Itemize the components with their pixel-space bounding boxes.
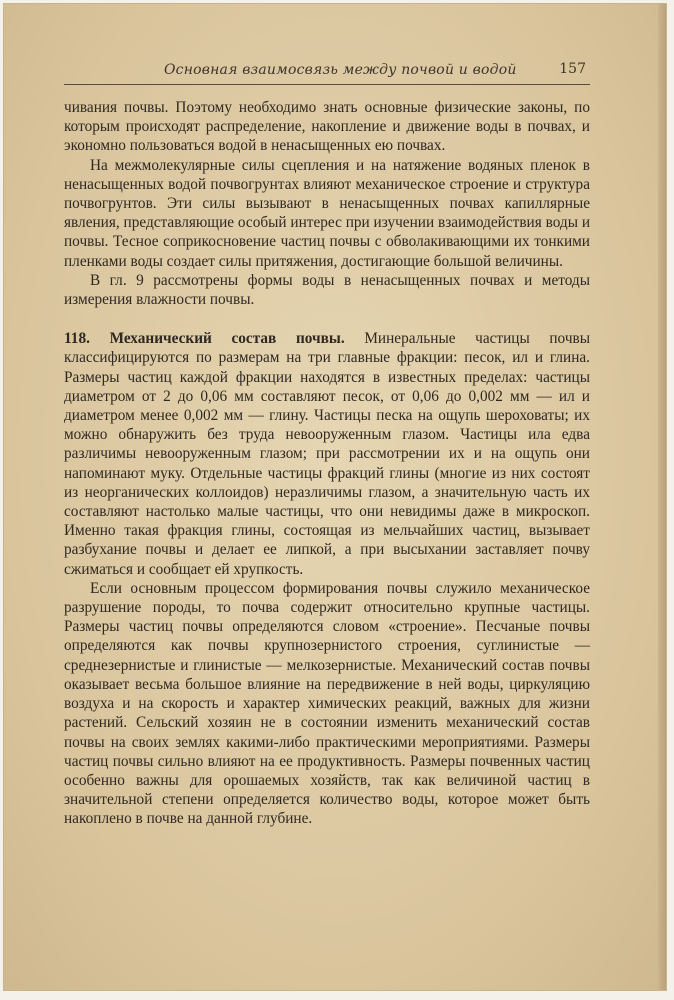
section-gap [64,309,590,329]
paragraph-continuation: чивания почвы. Поэтому необходимо знать основные физические законы, по которым происходят распределение, накопление и движение воды в почвах, и экономно пользоваться водой в ненасыщенных ею почвах. [64,99,590,155]
paragraph-intermolecular-forces: На межмолекулярные силы сцепления и на натяжение водяных пленок в ненасыщенных водой почвогрунтах влияют механическое строение и структура почвогрунтов. Эти силы вызывают в ненасыщенных почвах капиллярные явления, представляющие особый интерес при изучении взаимодействия воды и почвы. Тесное соприкосновение частиц почвы с обволакивающими их тонкими пленками воды создает силы притяжения, достигающие большой величины. [64,156,591,270]
page-edge [658,4,666,990]
running-title: Основная взаимосвязь между почвой и водой [164,62,517,78]
body-text [64,98,590,829]
paragraph-chapter-reference: В гл. 9 рассмотрены формы воды в ненасыщенных почвах и методы измерения влажности почвы. [64,271,590,309]
section-number: 118. [64,330,90,348]
paragraph-soil-structure: Если основным процессом формирования почвы служило механическое разрушение породы, то почва содержит относительно крупные частицы. Размеры частиц почвы определяются словом «строение». Песчаные почвы определяются как почвы крупнозернистого строения, суглинистые — среднезернистые и глинистые — мелкозернистые. Механический состав почвы оказывает весьма большое влияние на передвижение в ней воды, циркуляцию воздуха и на скорость и характер химических реакций, важных для жизни растений. Сельский хозяин не в состоянии изменить механический состав почвы на своих землях какими-либо практическими мероприятиями. Размеры частиц почвы сильно влияют на ее продуктивность. Размеры почвенных частиц особенно важны для орошаемых хозяйств, так как величиной частиц в значительной степени определяется количество воды, которое может быть накоплено в почве на данной глубине. [64,579,590,828]
page-header [64,60,590,85]
section-title: Механический состав почвы. [109,330,345,348]
section-paragraph [64,329,590,579]
page-number: 157 [559,61,586,77]
book-page [4,4,666,990]
section-text: Минеральные частицы почвы классифицируются по размерам на три главные фракции: песок, ил и глина. Размеры частиц каждой фракции находятся в известных пределах: частицы диаметром от 2 до 0,06 мм составляют песок, от 0,06 до 0,002 мм — ил и диаметром менее 0,002 мм — глину. Частицы песка на ощупь шероховаты; их можно обнаружить без труда невооруженным глазом. Частицы ила едва различимы невооруженным глазом; при рассмотрении их и на ощупь они напоминают муку. Отдельные частицы фракций глины (многие из них состоят из неорганических коллоидов) неразличимы глазом, а значительную часть их составляют настолько малые частицы, что они невидимы даже в микроскоп. Именно такая фракция глины, состоящая из мельчайших частиц, вызывает разбухание почвы и делает ее липкой, а при высыхании заставляет почву сжиматься и сообщает ей хрупкость. [64,330,591,578]
